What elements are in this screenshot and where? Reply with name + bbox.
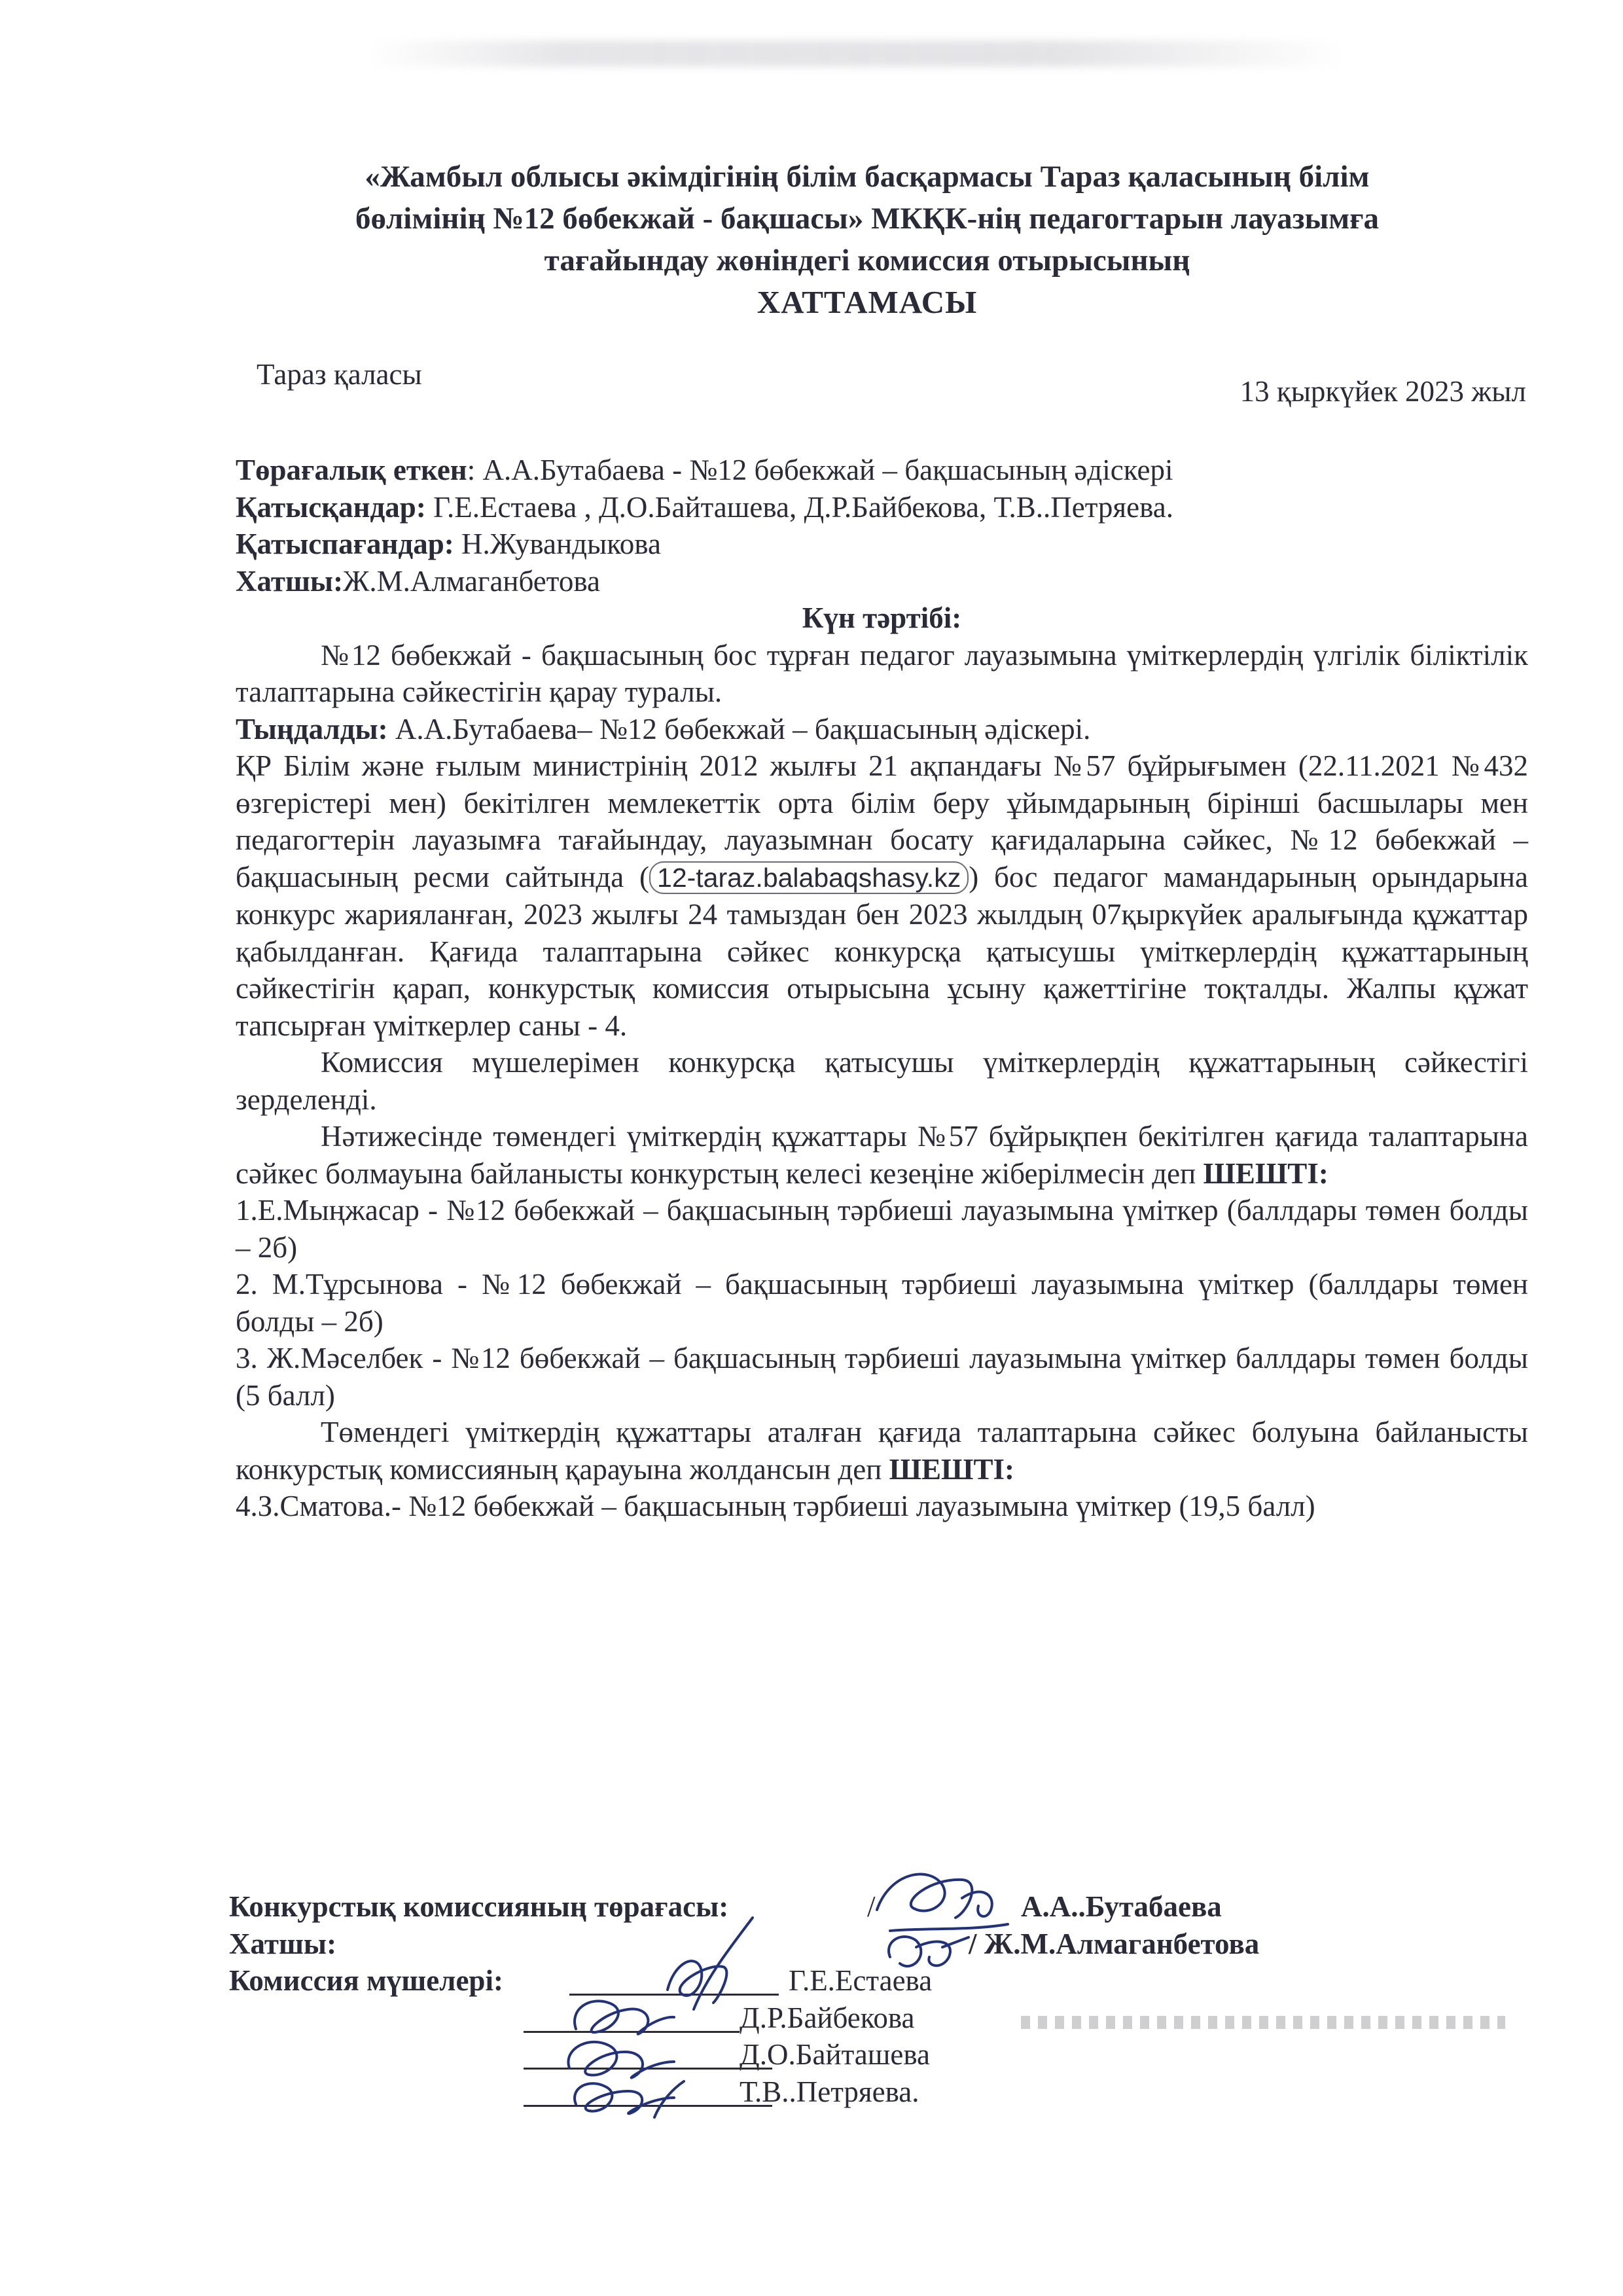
date: 13 қыркүйек 2023 жыл [1240,375,1526,408]
decision1-keyword: ШЕШТІ: [1203,1157,1329,1190]
absent-label: Қатыспағандар: [236,528,454,560]
title-line-1: «Жамбыл облысы әкімдігінің білім басқармасы Тараз қаласының білім [365,160,1370,194]
secretary-sign-label: Хатшы: [229,1927,337,1960]
present-label: Қатысқандар: [236,490,426,524]
chair-sign-name: А.А..Бутабаева [1021,1890,1222,1923]
heard-label: Тыңдалды: [236,712,388,745]
decision2-item-1: 4.З.Сматова.- №12 бөбекжай – бақшасының тәрбиеші лауазымына үміткер (19,5 балл) [236,1490,1315,1522]
title-line-2: бөлімінің №12 бөбекжай - бақшасы» МКҚК-нің педагогтарын лауазымға [355,202,1380,236]
member-name-2: Д.Р.Байбекова [740,2001,915,2034]
commission-text: Комиссия мүшелерімен конкурсқа қатысушы үміткерлердің құжаттарының сәйкестігі зерделенді. [236,1046,1528,1116]
agenda-text: №12 бөбекжай - бақшасының бос тұрған педагог лауазымына үміткерлердің үлгілік біліктілік талаптарына сәйкестігін қарау туралы. [236,638,1528,708]
heard-text-before: ҚР Білім және ғылым министрінің 2012 жылғы 21 ақпандағы №57 бұйрығымен (22.11.2021 №432 өзгерістері мен) бекітілген мемлекеттік орта білім беру ұйымдарының бірінші басшылары мен педагогтерін лауазымға тағайындау, лауазымнан босату қағидаларына сәйкес, №12 бөбекжай – бақшасының ресми сайтында ( [236,749,1528,893]
heard-value: А.А.Бутабаева– №12 бөбекжай – бақшасының әдіскері. [387,712,1091,745]
decision2-body: Төмендегі үміткердің құжаттары аталған қағида талаптарына сәйкес болуына байланысты конкурстық комиссияның қарауына жолдансын деп [236,1416,1528,1486]
present-value: Г.Е.Естаева , Д.О.Байташева, Д.Р.Байбекова, Т.В..Петряева. [425,490,1173,524]
member-signature-4 [575,2081,684,2117]
decision1-item-2: 2. М.Тұрсынова - №12 бөбекжай – бақшасының тәрбиеші лауазымына үміткер (баллдары төмен болды – 2б) [236,1268,1528,1338]
member-name-3: Д.О.Байташева [740,2038,931,2071]
member-signature-2 [575,2001,674,2034]
decision1-body: Нәтижесінде төмендегі үміткердің құжаттары №57 бұйрықпен бекітілген қағида талаптарына сәйкес болмауына байланысты конкурстың келесі кезеңіне жіберілмесін деп [236,1120,1528,1190]
decision2-keyword: ШЕШТІ: [889,1452,1014,1486]
secretary-label: Хатшы: [236,564,344,598]
agenda-heading: Күн тәртібі: [802,601,962,634]
chair-sign-label: Конкурстық комиссияның төрағасы: [229,1890,729,1923]
secretary-sign-name: / Ж.М.Алмаганбетова [969,1927,1260,1960]
secretary-signature [889,1937,969,1966]
decision1-item-1: 1.Е.Мыңжасар - №12 бөбекжай – бақшасының тәрбиеші лауазымына үміткер (баллдары төмен болды – 2б) [236,1194,1528,1264]
chair-sign-slash: / [867,1890,876,1923]
city: Тараз қаласы [257,358,422,391]
decision1-item-3: 3. Ж.Мәселбек - №12 бөбекжай – бақшасының тәрбиеші лауазымына үміткер баллдары төмен болды (5 балл) [236,1342,1528,1412]
secretary-value: Ж.М.Алмаганбетова [343,564,600,598]
member-name-1: Г.Е.Естаева [789,1964,933,1997]
website-link[interactable]: 12-taraz.balabaqshasy.kz [649,861,969,894]
member-signature-3 [568,2042,674,2078]
member-name-4: Т.В..Петряева. [740,2075,919,2108]
chair-label: Төрағалық еткен [236,454,467,486]
absent-value: Н.Жувандыкова [454,528,661,560]
member-signature-1 [668,1918,753,2009]
members-sign-label: Комиссия мүшелері: [229,1964,503,1997]
heard-text-after: ) бос педагог мамандарының орындарына конкурс жарияланған, 2023 жылғы 24 тамыздан бен 2023 жылдың 07қыркүйек аралығында құжаттар қабылданған. Қағида талаптарына сәйкес конкурсқа қатысушы үміткерлердің құжаттарының сәйкестігін қарап, конкурстық комиссия отырысына ұсыну қажеттігіне тоқталды. Жалпы құжат тапсырған үміткерлер саны - 4. [236,860,1528,1042]
chair-signature [877,1874,1008,1931]
title-heading: ХАТТАМАСЫ [757,284,978,320]
chair-value: : А.А.Бутабаева - №12 бөбекжай – бақшасының әдіскері [467,454,1173,486]
title-line-3: тағайындау жөніндегі комиссия отырысының [544,243,1190,278]
